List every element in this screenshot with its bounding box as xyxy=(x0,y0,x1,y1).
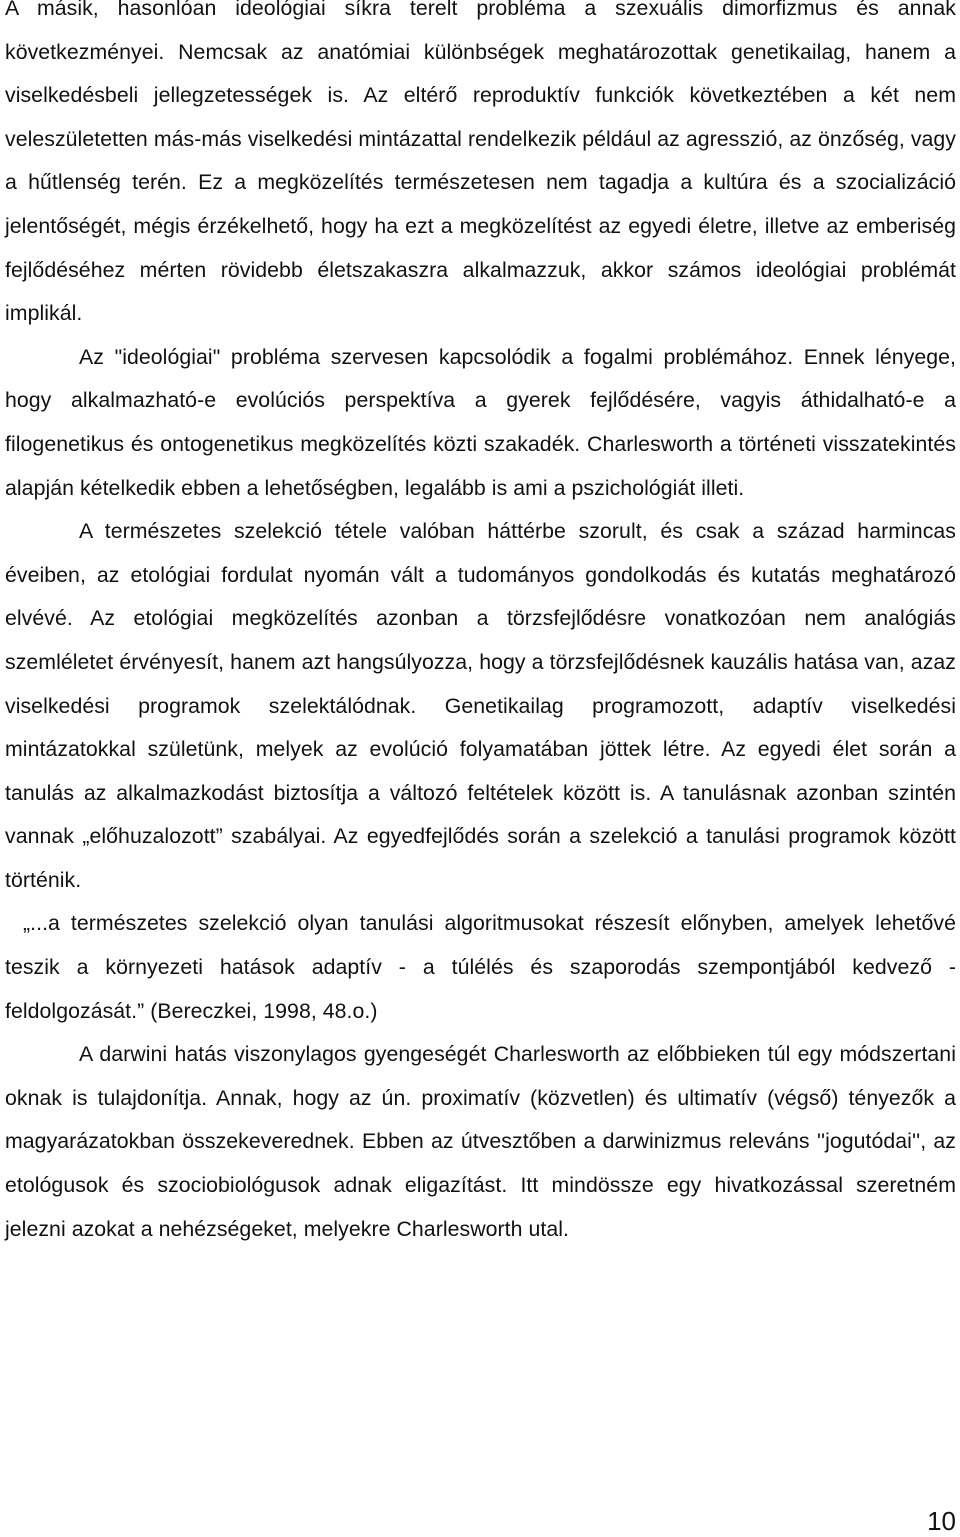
paragraph-ideological-problem: Az "ideológiai" probléma szervesen kapcsolódik a fogalmi problémához. Ennek lényege, hogy alkalmazható-e evolúciós perspektíva a gyerek fejlődésére, vagyis áthidalható-e a filogenetikus és ontogenetikus megközelítés közti szakadék. Charlesworth a történeti visszatekintés alapján kételkedik ebben a lehetőségben, legalább is ami a pszichológiát illeti. xyxy=(5,344,956,500)
page-number: 10 xyxy=(927,1506,956,1536)
quotation-bereczkei: „...a természetes szelekció olyan tanulási algoritmusokat részesít előnyben, amelyek lehetővé teszik a környezeti hatások adaptív - a túlélés és szaporodás szempontjából kedvező - feldolgozását.” (Bereczkei, 1998, 48.o.) xyxy=(5,911,956,1023)
paragraph-natural-selection: A természetes szelekció tétele valóban háttérbe szorult, és csak a század harmincas éveiben, az etológiai fordulat nyomán vált a tudományos gondolkodás és kutatás meghatározó elvévé. Az etológiai megközelítés azonban a törzsfejlődésre vonatkozóan nem analógiás szemléletet érvényesít, hanem azt hangsúlyozza, hogy a törzsfejlődésnek kauzális hatása van, azaz viselkedési programok szelektálódnak. Genetikailag programozott, adaptív viselkedési mintázatokkal születünk, melyek az evolúció folyamatában jöttek létre. Az egyedi élet során a tanulás az alkalmazkodást biztosítja a változó feltételek között is. A tanulásnak azonban szintén vannak „előhuzalozott” szabályai. Az egyedfejlődés során a szelekció a tanulási programok között történik. xyxy=(5,519,956,892)
paragraph-darwinian-effect: A darwini hatás viszonylagos gyengeségét Charlesworth az előbbieken túl egy módszertani oknak is tulajdonítja. Annak, hogy az ún. proximatív (közvetlen) és ultimatív (végső) tényezők a magyarázatokban összekeverednek. Ebben az útvesztőben a darwinizmus releváns ''jogutódai'', az etológusok és szociobiológusok adnak eligazítást. Itt mindössze egy hivatkozással szeretném jelezni azokat a nehézségeket, melyekre Charlesworth utal. xyxy=(5,1042,956,1241)
paragraph-sexual-dimorphism: A másik, hasonlóan ideológiai síkra terelt probléma a szexuális dimorfizmus és annak következményei. Nemcsak az anatómiai különbségek meghatározottak genetikailag, hanem a viselkedésbeli jellegzetességek is. Az eltérő reproduktív funkciók következtében a két nem veleszületetten más-más viselkedési mintázattal rendelkezik például az agresszió, az önzőség, vagy a hűtlenség terén. Ez a megközelítés természetesen nem tagadja a kultúra és a szocializáció jelentőségét, mégis érzékelhető, hogy ha ezt a megközelítést az egyedi életre, illetve az emberiség fejlődéséhez mérten rövidebb életszakaszra alkalmazzuk, akkor számos ideológiai problémát implikál. xyxy=(5,0,956,326)
body-text xyxy=(5,0,956,1251)
